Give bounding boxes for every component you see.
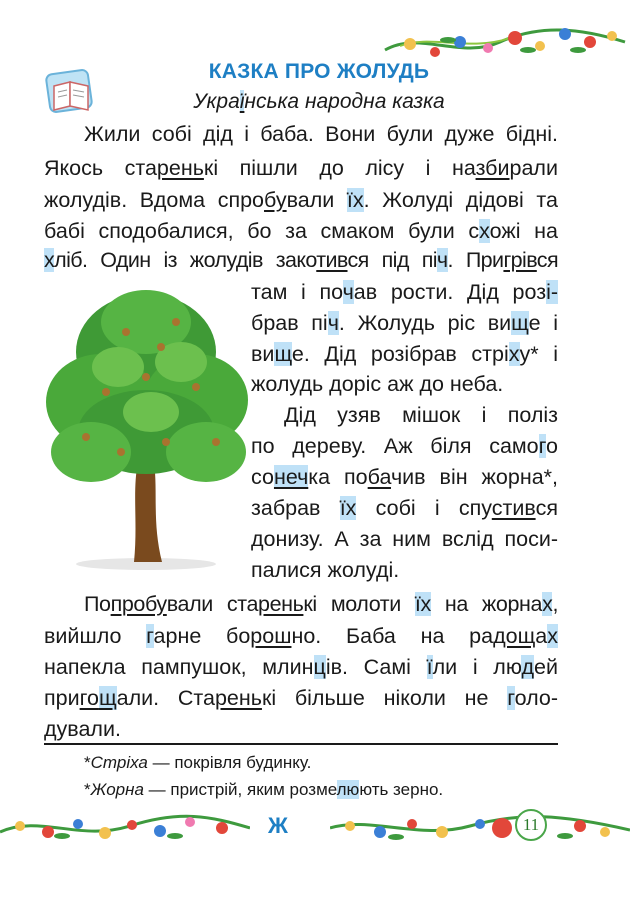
story-line-8: вище. Дід розібрав стріху* і [251, 342, 558, 366]
story-line-19: пригощали. Старенькі більше ніколи не голо- [44, 686, 558, 710]
story-line-7: брав піч. Жолудь ріс вище і [251, 311, 559, 335]
story-line-17: вийшло гарне борошно. Баба на радощах [44, 624, 558, 648]
story-line-18: напекла пампушок, млинців. Самі їли і людей [44, 655, 558, 679]
page-number: 11 [515, 809, 547, 841]
story-line-15: палися жолуді. [251, 558, 400, 582]
story-line-4: бабі сподобалися, бо за смаком були схожі на [44, 219, 558, 243]
footnote-1: *Стріха — покрівля будинку. [84, 753, 312, 772]
story-line-13: забрав їх собі і спустився [251, 496, 558, 520]
story-line-12: сонечка побачив він жорна*, [251, 465, 558, 489]
footnote-2: *Жорна — пристрій, яким розмелюють зерно. [84, 780, 444, 799]
story-line-1: Жили собі дід і баба. Вони були дуже бідні. [84, 122, 558, 146]
story-line-6: там і почав рости. Дід розі- [251, 280, 558, 304]
story-line-3: жолудів. Вдома спробували їх. Жолуді дідові та [44, 188, 558, 212]
bottom-left-floral-ornament [0, 806, 250, 846]
story-line-10: Дід узяв мішок і поліз [284, 403, 558, 427]
footnote-divider [44, 743, 558, 745]
story-line-20: дували. [44, 717, 121, 741]
top-floral-ornament [380, 20, 630, 62]
story-line-16: Попробували старенькі молоти їх на жорнах, [84, 592, 559, 616]
story-line-14: донизу. А за ним вслід поси- [251, 527, 558, 551]
bottom-right-floral-ornament [330, 806, 630, 846]
story-line-5: хліб. Один із жолудів закотився під піч. Пригрівся [44, 248, 558, 272]
oak-tree-illustration [46, 282, 248, 572]
story-title: КАЗКА ПРО ЖОЛУДЬ [208, 60, 430, 83]
story-line-11: по дереву. Аж біля самого [251, 434, 558, 458]
story-line-2: Якось старенькі пішли до лісу і назбирали [44, 156, 558, 180]
alphabet-letter: Ж [268, 813, 288, 838]
story-subtitle: Українська народна казка [193, 90, 445, 113]
story-line-9: жолудь доріс аж до неба. [251, 372, 504, 396]
